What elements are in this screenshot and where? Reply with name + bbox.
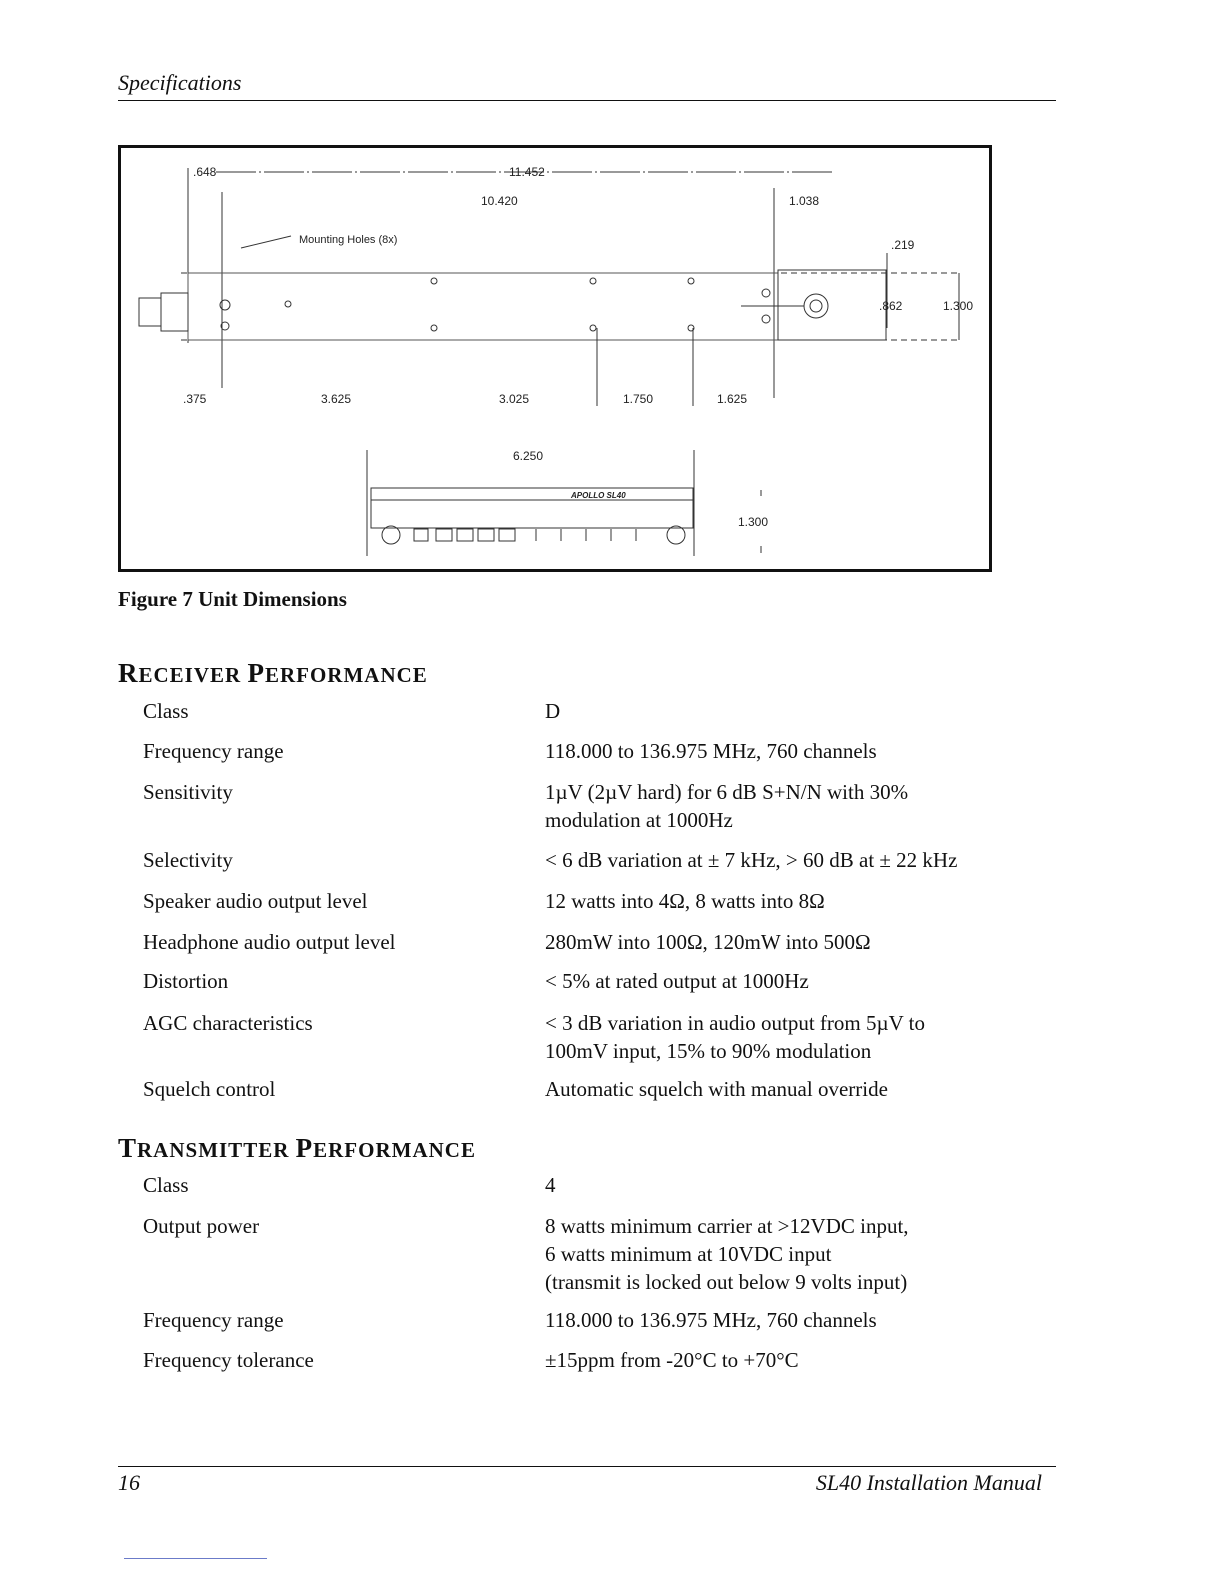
spec-value-line: 1µV (2µV hard) for 6 dB S+N/N with 30%: [545, 780, 909, 804]
spec-value-line: 100mV input, 15% to 90% modulation: [545, 1039, 872, 1063]
page-number: 16: [118, 1470, 140, 1495]
dim-label-1625: 1.625: [717, 392, 748, 406]
dim-label-10420: 10.420: [481, 194, 518, 208]
spec-value-line: (transmit is locked out below 9 volts input): [545, 1270, 908, 1294]
spec-value: [545, 967, 1025, 995]
header-rule: [118, 100, 1056, 101]
spec-value: [545, 887, 1025, 915]
spec-label: Frequency tolerance: [143, 1346, 543, 1374]
spec-label: Sensitivity: [143, 778, 543, 806]
spec-value-line: Automatic squelch with manual override: [545, 1077, 888, 1101]
spec-value: [545, 1075, 1025, 1103]
receiver-performance-heading: RECEIVER PERFORMANCE: [118, 658, 428, 688]
spec-value: [545, 1346, 1025, 1374]
dim-label-3025: 3.025: [499, 392, 530, 406]
spec-label: AGC characteristics: [143, 1009, 543, 1037]
dim-label-11452: 11.452: [509, 165, 545, 179]
spec-value: [545, 778, 1025, 834]
spec-value: [545, 737, 1025, 765]
panel-brand-label: APOLLO SL40: [571, 491, 626, 500]
dim-label-1300-side: 1.300: [943, 299, 974, 313]
bottom-divider: [124, 1558, 267, 1559]
dim-label-3625: 3.625: [321, 392, 352, 406]
spec-label: Class: [143, 1171, 543, 1199]
dim-label-1750: 1.750: [623, 392, 654, 406]
spec-value: [545, 1306, 1025, 1334]
dim-label-375: .375: [183, 392, 207, 406]
spec-value: [545, 1171, 1025, 1199]
manual-title: SL40 Installation Manual: [815, 1470, 1042, 1495]
spec-label: Frequency range: [143, 737, 543, 765]
dim-label-648: .648: [193, 165, 217, 179]
dim-label-862: .862: [879, 299, 903, 313]
spec-value: [545, 1009, 1025, 1065]
dimension-drawing: [121, 148, 989, 569]
spec-value-line: D: [545, 699, 561, 723]
figure-caption: Figure 7 Unit Dimensions: [118, 587, 347, 611]
spec-value-line: modulation at 1000Hz: [545, 808, 733, 832]
spec-value-line: < 5% at rated output at 1000Hz: [545, 969, 809, 993]
transmitter-performance-heading: TRANSMITTER PERFORMANCE: [118, 1133, 476, 1163]
spec-value-line: 12 watts into 4Ω, 8 watts into 8Ω: [545, 889, 825, 913]
spec-label: Output power: [143, 1212, 543, 1240]
dim-label-1300-front: 1.300: [738, 515, 769, 529]
spec-value-line: ±15ppm from -20°C to +70°C: [545, 1348, 799, 1372]
spec-value-line: 118.000 to 136.975 MHz, 760 channels: [545, 739, 877, 763]
spec-label: Distortion: [143, 967, 543, 995]
spec-label: Headphone audio output level: [143, 928, 543, 956]
spec-value-line: 4: [545, 1173, 556, 1197]
unit-dimensions-figure: [118, 145, 992, 572]
spec-value: [545, 928, 1025, 956]
spec-value: [545, 697, 1025, 725]
footer-rule: [118, 1466, 1056, 1467]
dim-label-6250: 6.250: [513, 449, 544, 463]
spec-value-line: 118.000 to 136.975 MHz, 760 channels: [545, 1308, 877, 1332]
spec-value: [545, 846, 1025, 874]
spec-value-line: 280mW into 100Ω, 120mW into 500Ω: [545, 930, 871, 954]
spec-value-line: 6 watts minimum at 10VDC input: [545, 1242, 832, 1266]
spec-label: Selectivity: [143, 846, 543, 874]
mounting-holes-label: Mounting Holes (8x): [299, 234, 398, 246]
page-header-title: Specifications: [118, 70, 242, 95]
spec-label: Squelch control: [143, 1075, 543, 1103]
spec-label: Frequency range: [143, 1306, 543, 1334]
spec-value-line: < 6 dB variation at ± 7 kHz, > 60 dB at ± 22 kHz: [545, 848, 958, 872]
dim-label-219: .219: [891, 238, 915, 252]
spec-label: Speaker audio output level: [143, 887, 543, 915]
spec-value: [545, 1212, 1025, 1296]
dim-label-1038: 1.038: [789, 194, 820, 208]
spec-value-line: < 3 dB variation in audio output from 5µV to: [545, 1011, 925, 1035]
spec-label: Class: [143, 697, 543, 725]
spec-value-line: 8 watts minimum carrier at >12VDC input,: [545, 1214, 909, 1238]
